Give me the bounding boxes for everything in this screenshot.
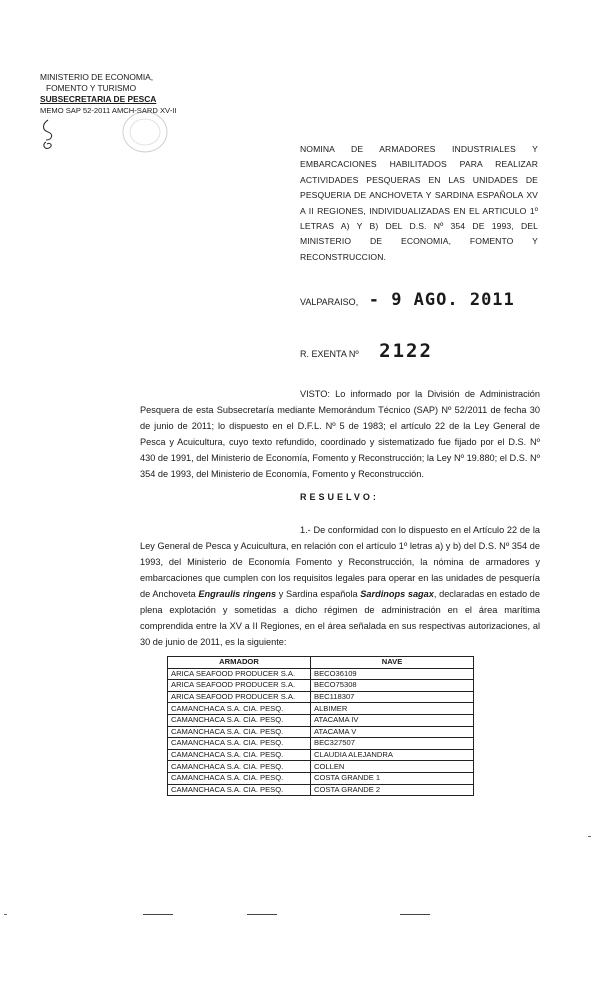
table-row [168, 772, 474, 784]
date-stamp: - 9 AGO. 2011 [368, 290, 515, 310]
resuelvo-heading: RESUELVO: [300, 492, 379, 502]
armador-cell: ARICA SEAFOOD PRODUCER S.A. [168, 691, 311, 703]
table-row [168, 668, 474, 680]
article-1-text-b: y Sardina española [276, 589, 361, 599]
office-stamp [120, 108, 170, 156]
nave-cell: BECO36109 [311, 668, 474, 680]
nave-cell: BEC327507 [311, 738, 474, 750]
species-anchoveta: Engraulis ringens [198, 589, 277, 599]
document-title: NOMINA DE ARMADORES INDUSTRIALES Y EMBARCACIONES HABILITADOS PARA REALIZAR ACTIVIDADES PESQUERAS EN LAS UNIDADES DE PESQUERIA DE ANCHOVETA Y SARDINA ESPAÑOLA XV A II REGIONES, INDIVIDUALIZADAS EN EL ARTICULO 1º LETRAS A) Y B) DEL D.S. Nº 354 DE 1993, DEL MINISTERIO DE ECONOMIA, FOMENTO Y RECONSTRUCCION. [300, 144, 538, 262]
nave-cell: ATACAMA V [311, 726, 474, 738]
table-header-row [168, 657, 474, 669]
visto-paragraph: VISTO: Lo informado por la División de Administración Pesquera de esta Subsecretaría mediante Memorándum Técnico (SAP) Nº 52/2011 de fecha 30 de junio de 2011; lo dispuesto en el D.F.L. Nº 5 de 1983; el artículo 22 de la Ley General de Pesca y Acuicultura, cuyo texto refundido, coordinado y sistematizado fue fijado por el D.S. Nº 430 de 1991, del Ministerio de Economía, Fomento y Reconstrucción; la Ley Nº 19.880; el D.S. Nº 354 de 1993, del Ministerio de Economía, Fomento y Reconstrucción. [140, 389, 540, 479]
nave-cell: BEC118307 [311, 691, 474, 703]
exenta-number: 2122 [379, 340, 433, 362]
memo-reference: MEMO SAP 52-2011 AMCH-SARD XV-II [40, 106, 177, 115]
armador-cell: CAMANCHACA S.A. CIA. PESQ. [168, 726, 311, 738]
subsecretaria-line: SUBSECRETARIA DE PESCA [40, 94, 157, 104]
exenta-label: R. EXENTA Nº [300, 349, 359, 359]
nave-cell: COLLEN [311, 761, 474, 773]
table-row [168, 691, 474, 703]
armador-cell: CAMANCHACA S.A. CIA. PESQ. [168, 749, 311, 761]
column-header-armador: ARMADOR [168, 657, 311, 669]
table-row [168, 784, 474, 796]
ministry-line: MINISTERIO DE ECONOMIA, [40, 72, 154, 82]
ministry-line-2: FOMENTO Y TURISMO [46, 83, 137, 93]
footer-rule-right [400, 914, 430, 915]
table-row [168, 703, 474, 715]
table-row [168, 714, 474, 726]
margin-tick-left [4, 914, 7, 915]
armador-cell: CAMANCHACA S.A. CIA. PESQ. [168, 703, 311, 715]
table-row [168, 680, 474, 692]
footer-rule-left [143, 914, 173, 915]
armador-cell: ARICA SEAFOOD PRODUCER S.A. [168, 668, 311, 680]
article-1-text-a: 1.- De conformidad con lo dispuesto en el Artículo 22 de la Ley General de Pesca y Acuicultura, en relación con el artículo 1º letras a) y b) del D.S. Nº 354 de 1993, del Ministerio de Economía Fomento y Reconstrucción, la nómina de armadores y embarcaciones que cumplen con los requisitos legales para operar en las unidades de pesquería de Anchoveta [140, 525, 540, 599]
place-label: VALPARAISO, [300, 297, 359, 307]
place-date-row [300, 290, 515, 310]
armador-cell: CAMANCHACA S.A. CIA. PESQ. [168, 784, 311, 796]
armadores-table [167, 656, 474, 796]
table-body [168, 668, 474, 796]
armador-cell: CAMANCHACA S.A. CIA. PESQ. [168, 714, 311, 726]
table-row [168, 749, 474, 761]
table-row [168, 761, 474, 773]
armador-cell: ARICA SEAFOOD PRODUCER S.A. [168, 680, 311, 692]
column-header-nave: NAVE [311, 657, 474, 669]
handwritten-initials [40, 118, 56, 152]
footer-rule-center [247, 914, 277, 915]
nave-cell: COSTA GRANDE 1 [311, 772, 474, 784]
table-row [168, 738, 474, 750]
armador-cell: CAMANCHACA S.A. CIA. PESQ. [168, 738, 311, 750]
armador-cell: CAMANCHACA S.A. CIA. PESQ. [168, 761, 311, 773]
armador-cell: CAMANCHACA S.A. CIA. PESQ. [168, 772, 311, 784]
nave-cell: BECO75308 [311, 680, 474, 692]
table-row [168, 726, 474, 738]
article-1-text-c: , declaradas en estado de plena explotación y sometidas a dicho régimen de administración en el área marítima comprendida entre la XV a II Regiones, en el área señalada en sus respectivas autorizaciones, al 30 de junio de 2011, es la siguiente: [140, 589, 540, 647]
margin-tick-right [588, 836, 591, 837]
species-sardina: Sardinops sagax [360, 589, 434, 599]
nave-cell: COSTA GRANDE 2 [311, 784, 474, 796]
resolution-number-row [300, 340, 433, 362]
article-1-paragraph [140, 522, 540, 650]
nave-cell: ATACAMA IV [311, 714, 474, 726]
nave-cell: ALBIMER [311, 703, 474, 715]
nave-cell: CLAUDIA ALEJANDRA [311, 749, 474, 761]
